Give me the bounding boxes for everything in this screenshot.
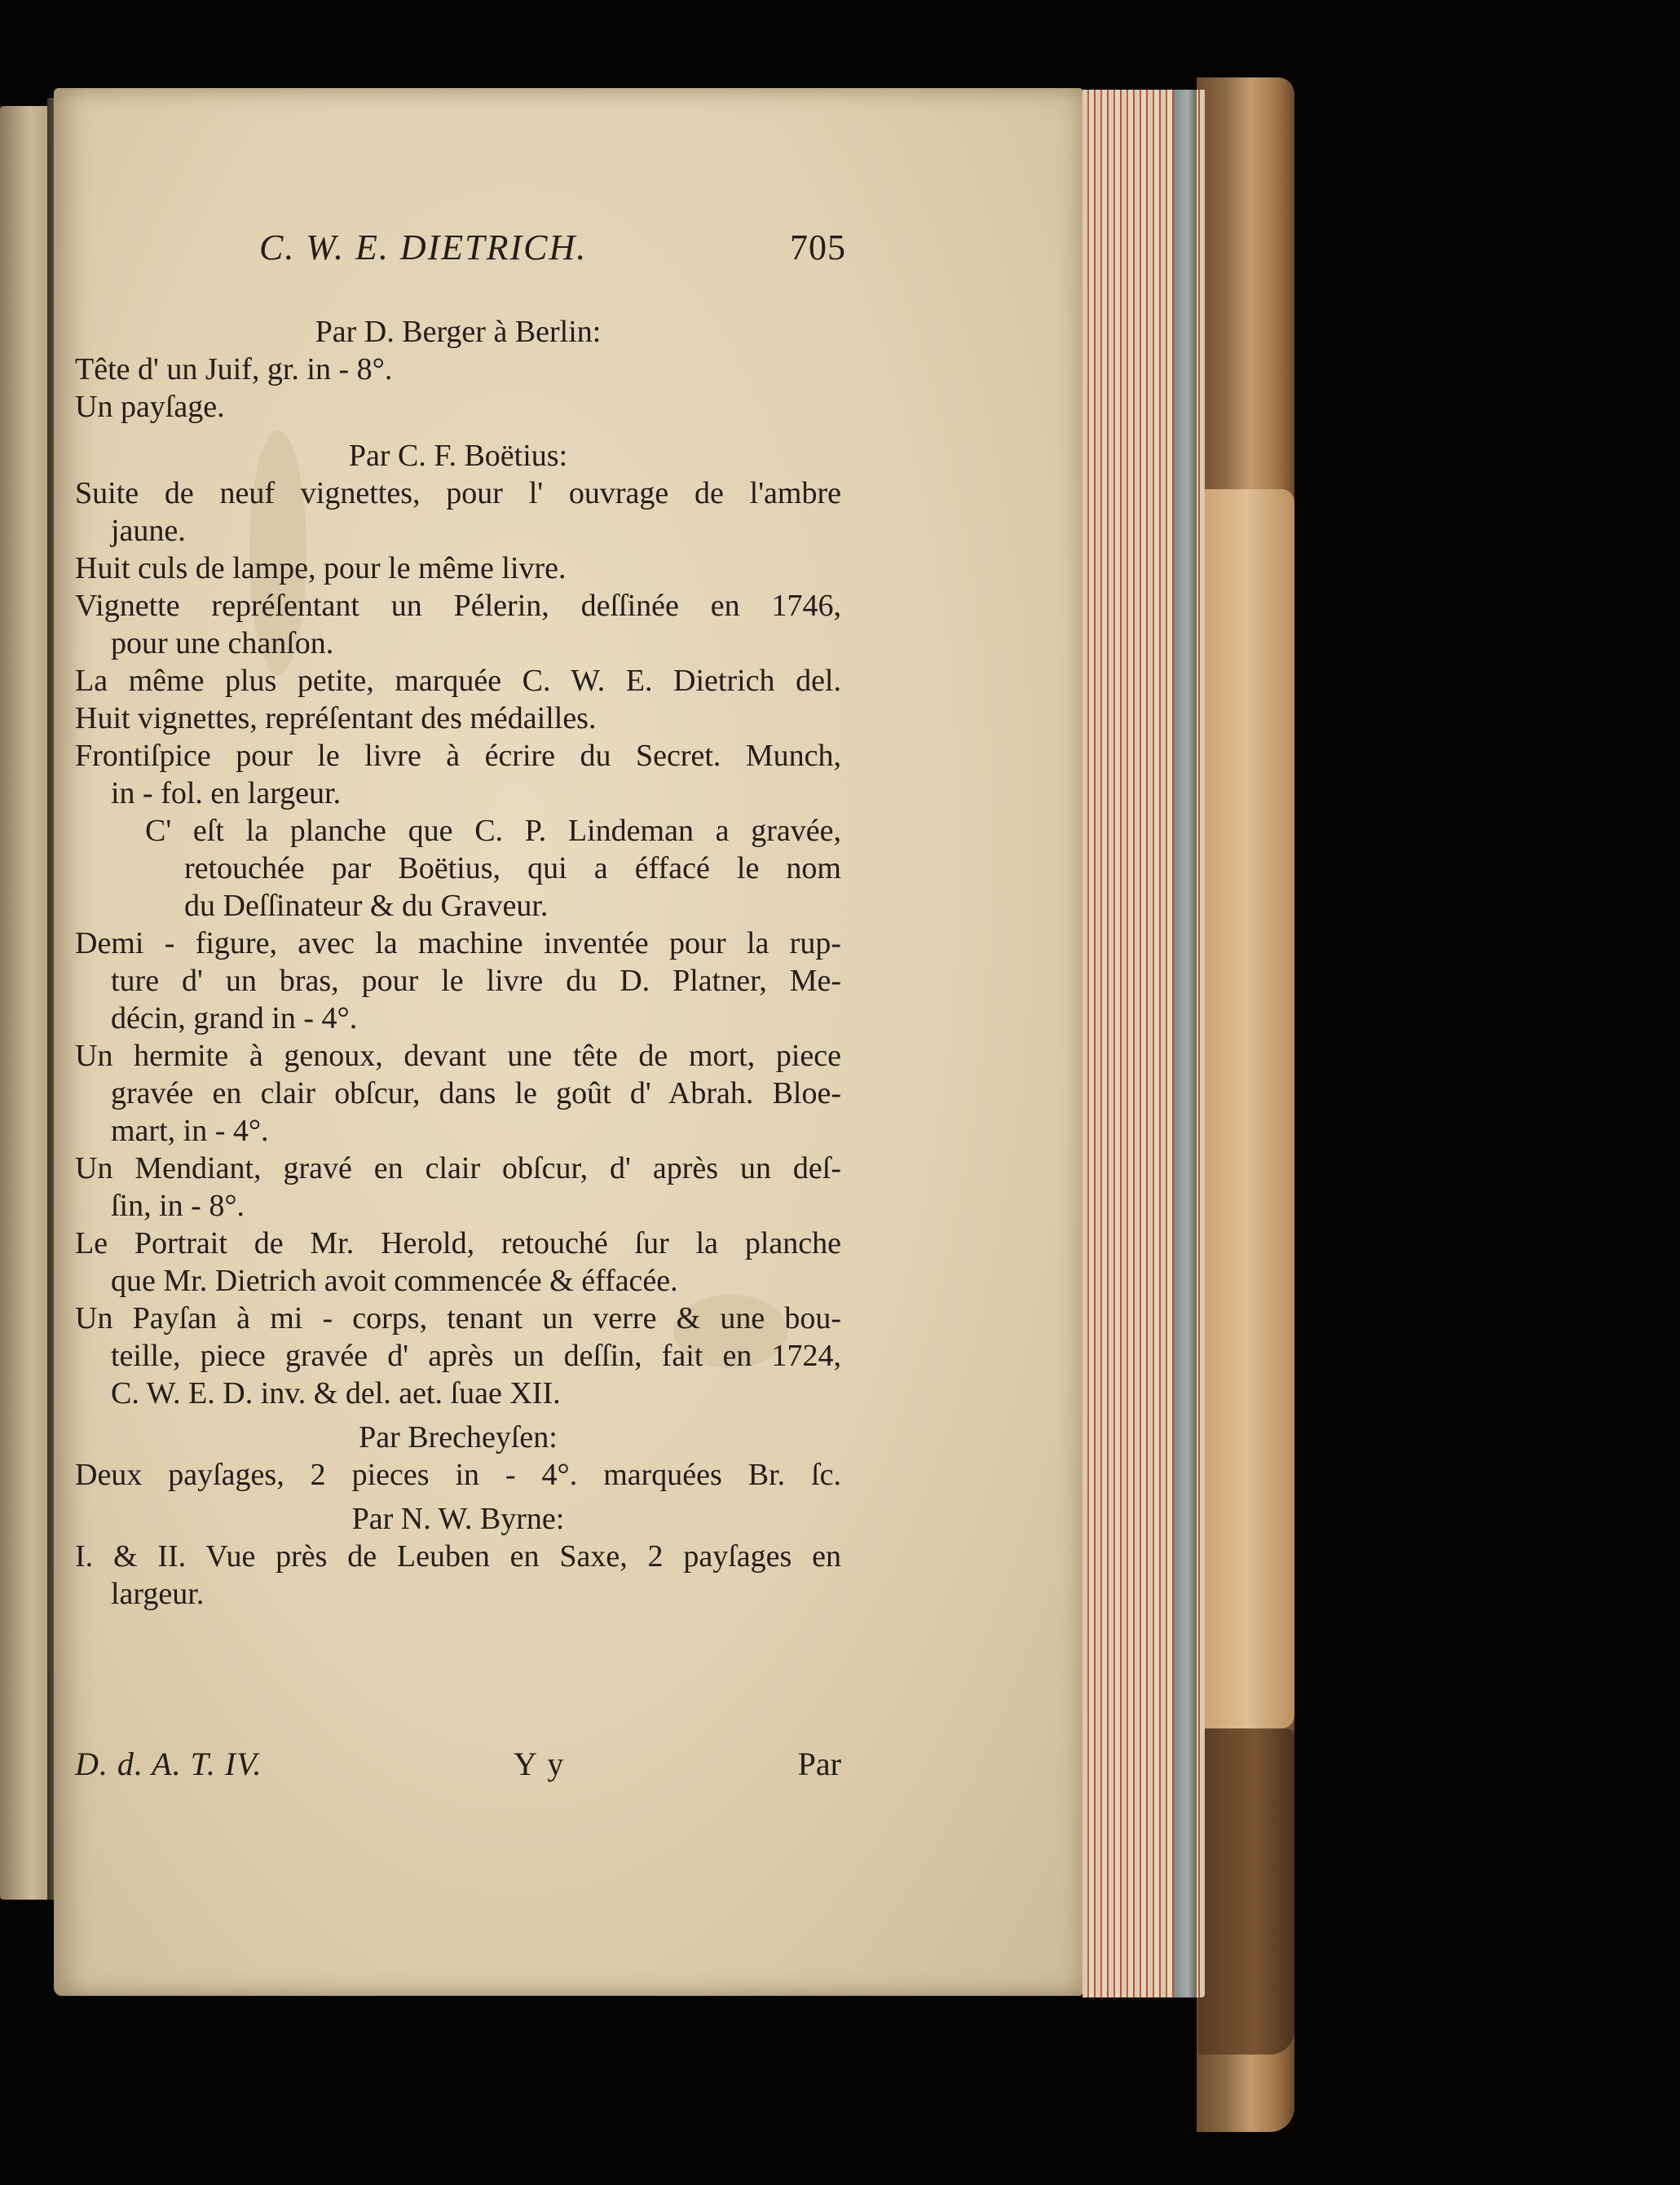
page-number: 705 — [790, 227, 846, 267]
entry-continuation: C. W. E. D. inv. & del. aet. ſuae XII. — [111, 1376, 561, 1410]
entry-continuation: gravée en clair obſcur, dans le goût d' Abrah. Bloe- — [111, 1076, 841, 1110]
catalogue-entry — [75, 1456, 841, 1494]
catalogue-entry — [75, 925, 841, 1037]
entry-continuation: teille, piece gravée d' après un deſſin, fait en 1724, — [111, 1339, 841, 1373]
entry-line: Huit vignettes, repréſentant des médailles. — [75, 701, 597, 735]
note-continuation: du Deſſinateur & du Graveur. — [184, 889, 549, 923]
catalogue-entry — [75, 1300, 841, 1412]
previous-leaf-edge — [0, 106, 51, 1900]
entry-continuation: décin, grand in - 4°. — [111, 1001, 358, 1035]
entry-line: Vignette repréſentant un Pélerin, deſſinée en 1746, — [75, 589, 841, 623]
entry-line: Frontiſpice pour le livre à écrire du Secret. Munch, — [75, 739, 841, 773]
entry-line: Un Mendiant, gravé en clair obſcur, d' après un deſ- — [75, 1151, 841, 1185]
page-footer — [75, 1745, 841, 1794]
note-line: C' eſt la planche que C. P. Lindeman a gravée, — [145, 814, 841, 848]
catalogue-text — [75, 313, 841, 1613]
catalogue-entry — [75, 550, 841, 587]
catalogue-entry — [75, 351, 841, 388]
entry-continuation: pour une chanſon. — [111, 626, 334, 660]
page-edge-shadow — [1174, 90, 1197, 1997]
section-heading: Par Brecheyſen: — [359, 1420, 558, 1454]
catalogue-entry — [75, 388, 841, 426]
entry-line: Demi - figure, avec la machine inventée pour la rup- — [75, 926, 841, 960]
catalogue-entry — [75, 700, 841, 737]
entry-line: Le Portrait de Mr. Herold, retouché ſur la planche — [75, 1226, 841, 1260]
catalogue-entry — [75, 1538, 841, 1613]
entry-line: Deux payſages, 2 pieces in - 4°. marquées Br. ſc. — [75, 1458, 841, 1492]
catalogue-entry — [75, 475, 841, 550]
entry-line: Un payſage. — [75, 390, 225, 424]
cover-leather-patch — [1198, 489, 1294, 1728]
section-heading: Par D. Berger à Berlin: — [315, 315, 602, 349]
entry-line: Un Payſan à mi - corps, tenant un verre & une bou- — [75, 1301, 841, 1335]
section-heading: Par C. F. Boëtius: — [348, 439, 568, 473]
section-heading: Par N. W. Byrne: — [351, 1502, 565, 1536]
entry-line: I. & II. Vue près de Leuben en Saxe, 2 payſages en — [75, 1539, 841, 1574]
entry-continuation: que Mr. Dietrich avoit commencée & éffacée. — [111, 1264, 678, 1298]
catalogue-entry — [75, 662, 841, 700]
catalogue-entry — [75, 1037, 841, 1150]
entry-continuation: mart, in - 4°. — [111, 1114, 269, 1148]
entry-note — [75, 812, 841, 925]
entry-line: Un hermite à genoux, devant une tête de mort, piece — [75, 1039, 841, 1073]
entry-line: Huit culs de lampe, pour le même livre. — [75, 551, 567, 585]
entry-line: Tête d' un Juif, gr. in - 8°. — [75, 352, 393, 386]
entry-line: Suite de neuf vignettes, pour l' ouvrage de l'ambre — [75, 476, 841, 510]
entry-continuation: in - fol. en largeur. — [111, 776, 342, 810]
cover-corner — [1198, 1728, 1294, 2055]
catchword: Par — [797, 1746, 841, 1782]
signature-mark: D. d. A. T. IV. — [75, 1746, 262, 1782]
entry-continuation: jaune. — [111, 514, 186, 548]
sheet-mark: Y y — [514, 1746, 566, 1782]
catalogue-entry — [75, 737, 841, 925]
entry-continuation: ſin, in - 8°. — [111, 1189, 245, 1223]
running-head-title: C. W. E. DIETRICH. — [259, 227, 588, 267]
note-continuation: retouchée par Boëtius, qui a éffacé le nom — [184, 851, 841, 885]
catalogue-entry — [75, 1150, 841, 1225]
running-head — [259, 227, 846, 276]
entry-continuation: largeur. — [111, 1577, 205, 1611]
catalogue-entry — [75, 587, 841, 662]
catalogue-entry — [75, 1225, 841, 1300]
entry-line: La même plus petite, marquée C. W. E. Dietrich del. — [75, 664, 841, 698]
entry-continuation: ture d' un bras, pour le livre du D. Platner, Me- — [111, 964, 841, 998]
